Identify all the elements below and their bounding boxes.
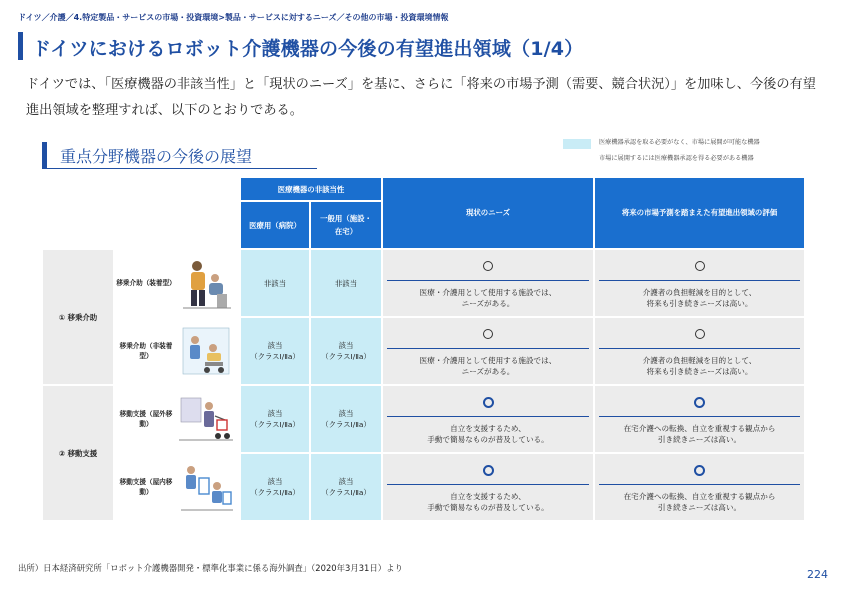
- legend-text: 市場に展開するには医療機器承認を得る必要がある機器: [599, 155, 754, 162]
- future-text: 在宅介護への転換、自立を重視する観点から 引き続きニーズは高い。: [623, 491, 776, 512]
- title-accent-bar: [18, 32, 23, 60]
- row-label-cell: [115, 386, 239, 452]
- needs-text: 医療・介護用として使用する施設では、 ニーズがある。: [419, 287, 557, 308]
- row-label-cell: [115, 454, 239, 520]
- walker-outdoor-icon: [177, 390, 235, 448]
- general-applicability: 非該当: [311, 250, 381, 316]
- general-applicability: 該当 （クラスⅠ/Ⅱa）: [311, 386, 381, 452]
- circle-mark-icon: [695, 261, 705, 271]
- person-transfer-machine-icon: [177, 322, 235, 380]
- general-applicability: 該当 （クラスⅠ/Ⅱa）: [311, 454, 381, 520]
- section-underline: [42, 168, 317, 169]
- general-applicability: 該当 （クラスⅠ/Ⅱa）: [311, 318, 381, 384]
- row-label: 移乗介助（装着型）: [116, 279, 176, 287]
- header-hospital-use: 医療用（病院）: [241, 202, 309, 248]
- page-title: ドイツにおけるロボット介護機器の今後の有望進出領域（1/4）: [32, 38, 584, 60]
- hospital-applicability: 該当 （クラスⅠ/Ⅱa）: [241, 386, 309, 452]
- row-label: 移乗介助（非装着型）: [119, 342, 173, 360]
- future-cell: [595, 318, 804, 384]
- legend: [563, 139, 799, 165]
- category-transfer-assist: ① 移乗介助: [43, 250, 113, 384]
- circle-mark-icon: [483, 261, 493, 271]
- intro-paragraph: ドイツでは、「医療機器の非該当性」と「現状のニーズ」を基に、さらに「将来の市場予測（需要、競合状況）」を加味し、今後の有望進出領域を整理すれば、以下のとおりである。: [26, 77, 816, 118]
- hospital-applicability: 非該当: [241, 250, 309, 316]
- future-text: 介護者の負担軽減を目的として、 将来も引き続きニーズは高い。: [642, 287, 757, 308]
- legend-row-non-medical: [563, 139, 799, 149]
- header-general-use: 一般用（施設・在宅）: [311, 202, 381, 248]
- needs-cell: [383, 454, 593, 520]
- section-accent-bar: [42, 142, 47, 168]
- needs-cell: [383, 386, 593, 452]
- circle-mark-icon: [483, 329, 493, 339]
- row-label-cell: [115, 250, 239, 316]
- header-future-evaluation: 将来の市場予測を踏まえた有望進出領域の評価: [595, 178, 804, 248]
- double-circle-mark-icon: [483, 397, 494, 408]
- hospital-applicability: 該当 （クラスⅠ/Ⅱa）: [241, 318, 309, 384]
- legend-text: 医療機器承認を取る必要がなく、市場に展開が可能な機器: [599, 139, 760, 146]
- legend-row-medical: [563, 155, 799, 165]
- legend-swatch-light-blue: [563, 139, 591, 149]
- double-circle-mark-icon: [694, 397, 705, 408]
- circle-mark-icon: [695, 329, 705, 339]
- double-circle-mark-icon: [694, 465, 705, 476]
- person-transfer-worn-icon: [177, 254, 235, 312]
- hospital-applicability: 該当 （クラスⅠ/Ⅱa）: [241, 454, 309, 520]
- row-label: 移動支援（屋内移動）: [119, 478, 173, 496]
- future-text: 在宅介護への転換、自立を重視する観点から 引き続きニーズは高い。: [623, 423, 776, 444]
- legend-swatch-white: [563, 155, 591, 165]
- category-mobility-support: ② 移動支援: [43, 386, 113, 520]
- future-cell: [595, 250, 804, 316]
- needs-text: 自立を支援するため、 手動で簡易なものが普及している。: [427, 491, 549, 512]
- future-text: 介護者の負担軽減を目的として、 将来も引き続きニーズは高い。: [642, 355, 757, 376]
- row-label: 移動支援（屋外移動）: [119, 410, 173, 428]
- needs-text: 医療・介護用として使用する施設では、 ニーズがある。: [419, 355, 557, 376]
- page-number: 224: [807, 568, 828, 581]
- future-cell: [595, 454, 804, 520]
- double-circle-mark-icon: [483, 465, 494, 476]
- row-label-cell: [115, 318, 239, 384]
- needs-cell: [383, 318, 593, 384]
- needs-text: 自立を支援するため、 手動で簡易なものが普及している。: [427, 423, 549, 444]
- section-title: 重点分野機器の今後の展望: [60, 147, 253, 166]
- outlook-table: [41, 176, 806, 522]
- future-cell: [595, 386, 804, 452]
- header-medical-device-applicability: 医療機器の非該当性: [241, 178, 381, 200]
- walker-indoor-icon: [177, 458, 235, 516]
- breadcrumb: ドイツ／介護／4.特定製品・サービスの市場・投資環境>製品・サービスに対するニーズ／その他の市場・投資環境情報: [18, 13, 449, 22]
- header-current-needs: 現状のニーズ: [383, 178, 593, 248]
- source-note: 出所）日本経済研究所「ロボット介護機器開発・標準化事業に係る海外調査」（2020年3月31日）より: [18, 563, 403, 573]
- needs-cell: [383, 250, 593, 316]
